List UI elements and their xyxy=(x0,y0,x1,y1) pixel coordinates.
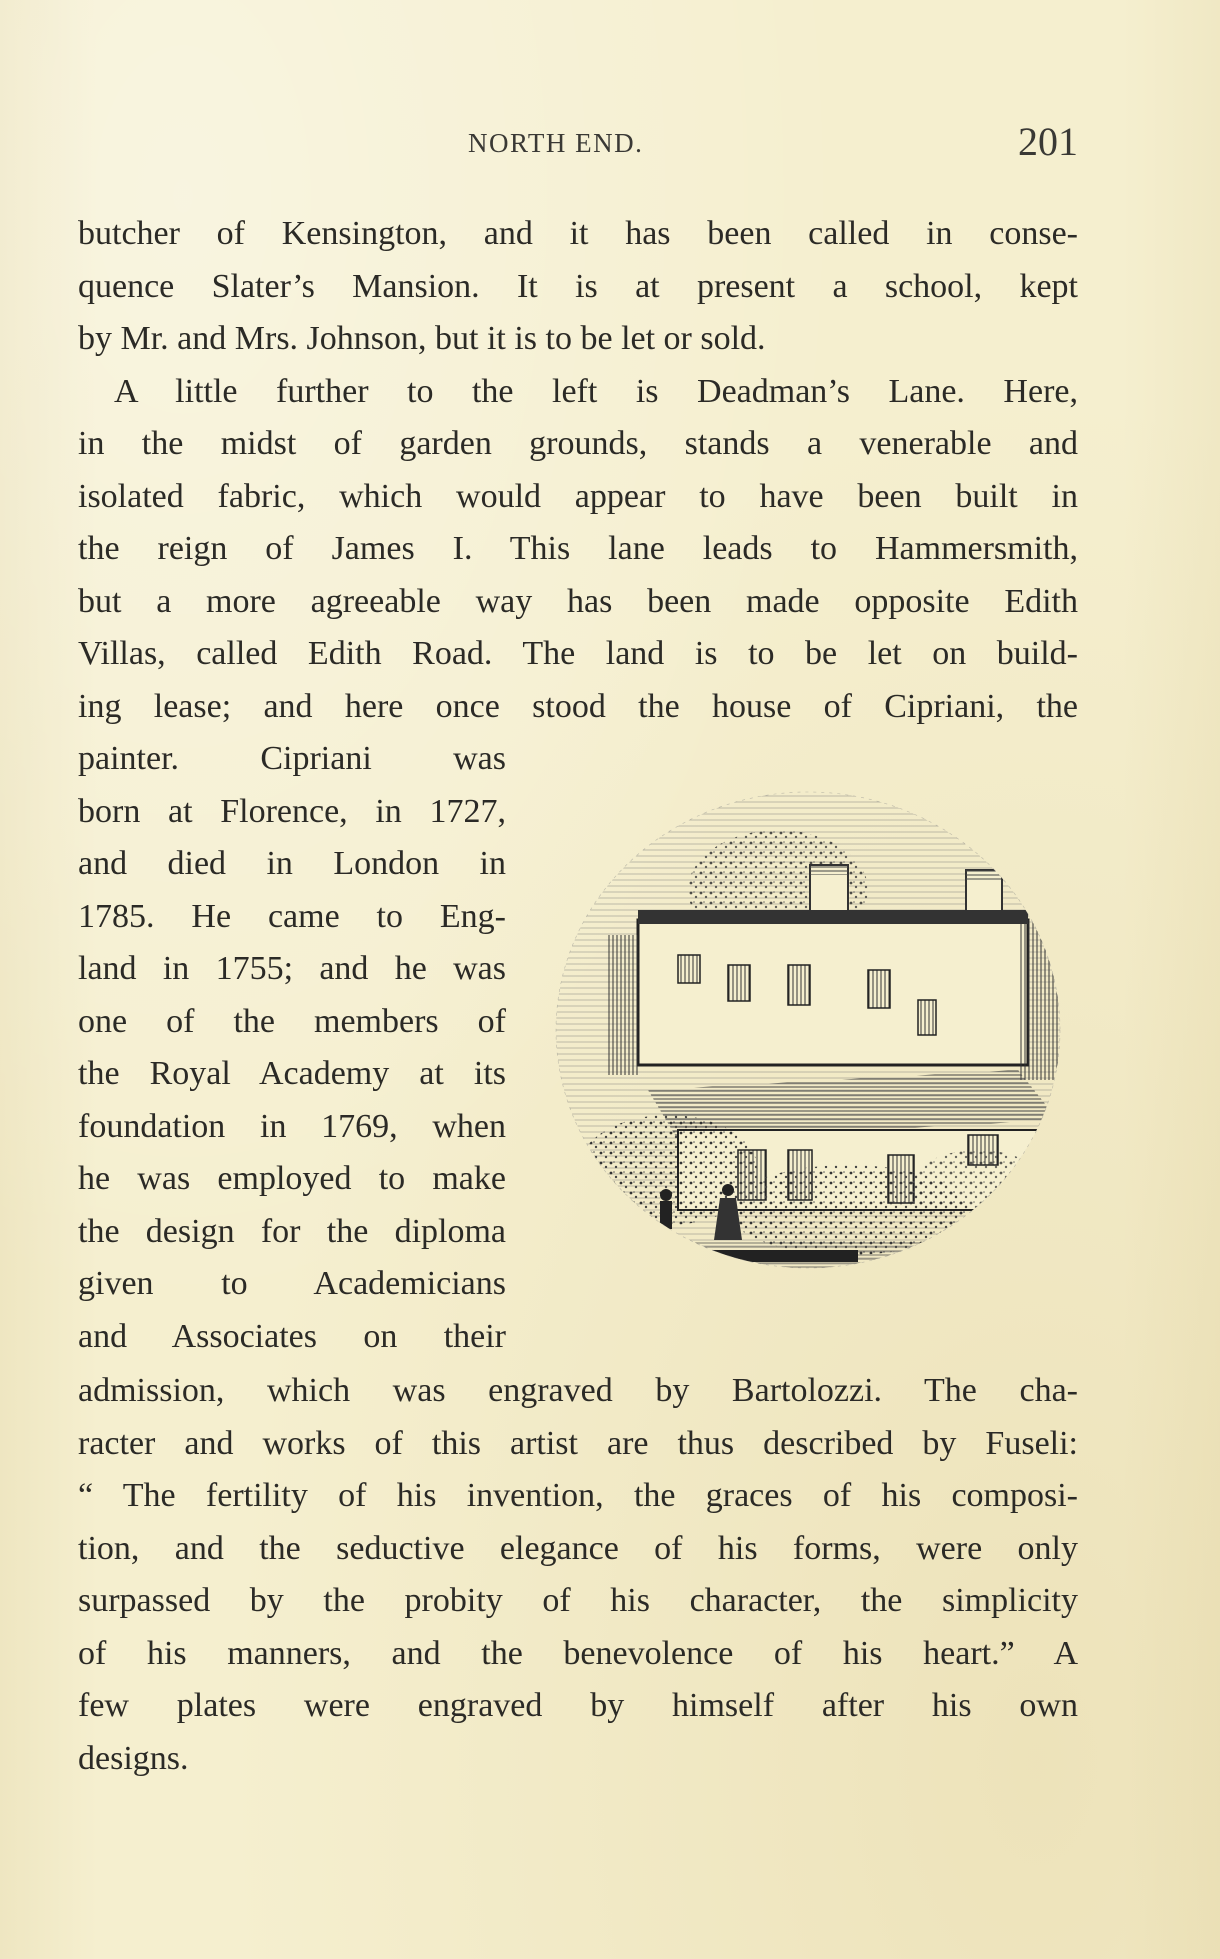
text-line: isolated fabric, which would appear to have been built in xyxy=(78,477,1078,515)
text-line: born at Florence, in 1727, xyxy=(78,792,506,830)
running-head xyxy=(78,118,1078,168)
text-line: racter and works of this artist are thus described by Fuseli: xyxy=(78,1424,1078,1462)
text-line: the Royal Academy at its xyxy=(78,1055,506,1092)
text-line: quence Slater’s Mansion. It is at present a school, kept xyxy=(78,267,1078,305)
text-line: he was employed to make xyxy=(78,1160,506,1197)
text-line: butcher of Kensington, and it has been called in conse- xyxy=(78,215,1078,252)
text-line: Villas, called Edith Road. The land is to be let on build- xyxy=(78,635,1078,672)
text-line: but a more agreeable way has been made opposite Edith xyxy=(78,582,1078,620)
text-line: designs. xyxy=(78,1739,189,1777)
text-line: the reign of James I. This lane leads to Hammersmith, xyxy=(78,530,1078,567)
text-line: of his manners, and the benevolence of his heart.” A xyxy=(78,1634,1078,1672)
text-line: surpassed by the probity of his character, the simplicity xyxy=(78,1582,1078,1619)
text-line: A little further to the left is Deadman’s Lane. Here, xyxy=(114,372,1078,410)
text-line: ing lease; and here once stood the house of Cipriani, the xyxy=(78,687,1078,725)
text-line: 1785. He came to Eng- xyxy=(78,897,506,935)
text-line: in the midst of garden grounds, stands a venerable and xyxy=(78,425,1078,462)
house-engraving-icon xyxy=(548,770,1068,1310)
text-line: the design for the diploma xyxy=(78,1212,506,1250)
body-text-top xyxy=(78,208,1078,733)
book-page xyxy=(78,0,1078,1959)
text-line: admission, which was engraved by Bartolozzi. The cha- xyxy=(78,1372,1078,1409)
body-text-bottom xyxy=(78,1365,1078,1785)
body-text-wrapped xyxy=(78,733,506,1363)
text-line: foundation in 1769, when xyxy=(78,1107,506,1145)
page-number: 201 xyxy=(1018,119,1078,164)
text-line: tion, and the seductive elegance of his forms, were only xyxy=(78,1529,1078,1567)
house-engraving-illustration xyxy=(548,770,1068,1310)
text-line: and Associates on their xyxy=(78,1317,506,1355)
text-line: by Mr. and Mrs. Johnson, but it is to be let or sold. xyxy=(78,320,766,357)
text-line: “ The fertility of his invention, the graces of his composi- xyxy=(78,1477,1078,1514)
text-line: given to Academicians xyxy=(78,1265,506,1302)
text-line: painter. Cipriani was xyxy=(78,740,506,777)
text-line: and died in London in xyxy=(78,845,506,882)
text-line: land in 1755; and he was xyxy=(78,950,506,987)
text-line: one of the members of xyxy=(78,1002,506,1040)
running-title: NORTH END. xyxy=(468,128,644,158)
text-line: few plates were engraved by himself after his own xyxy=(78,1687,1078,1724)
